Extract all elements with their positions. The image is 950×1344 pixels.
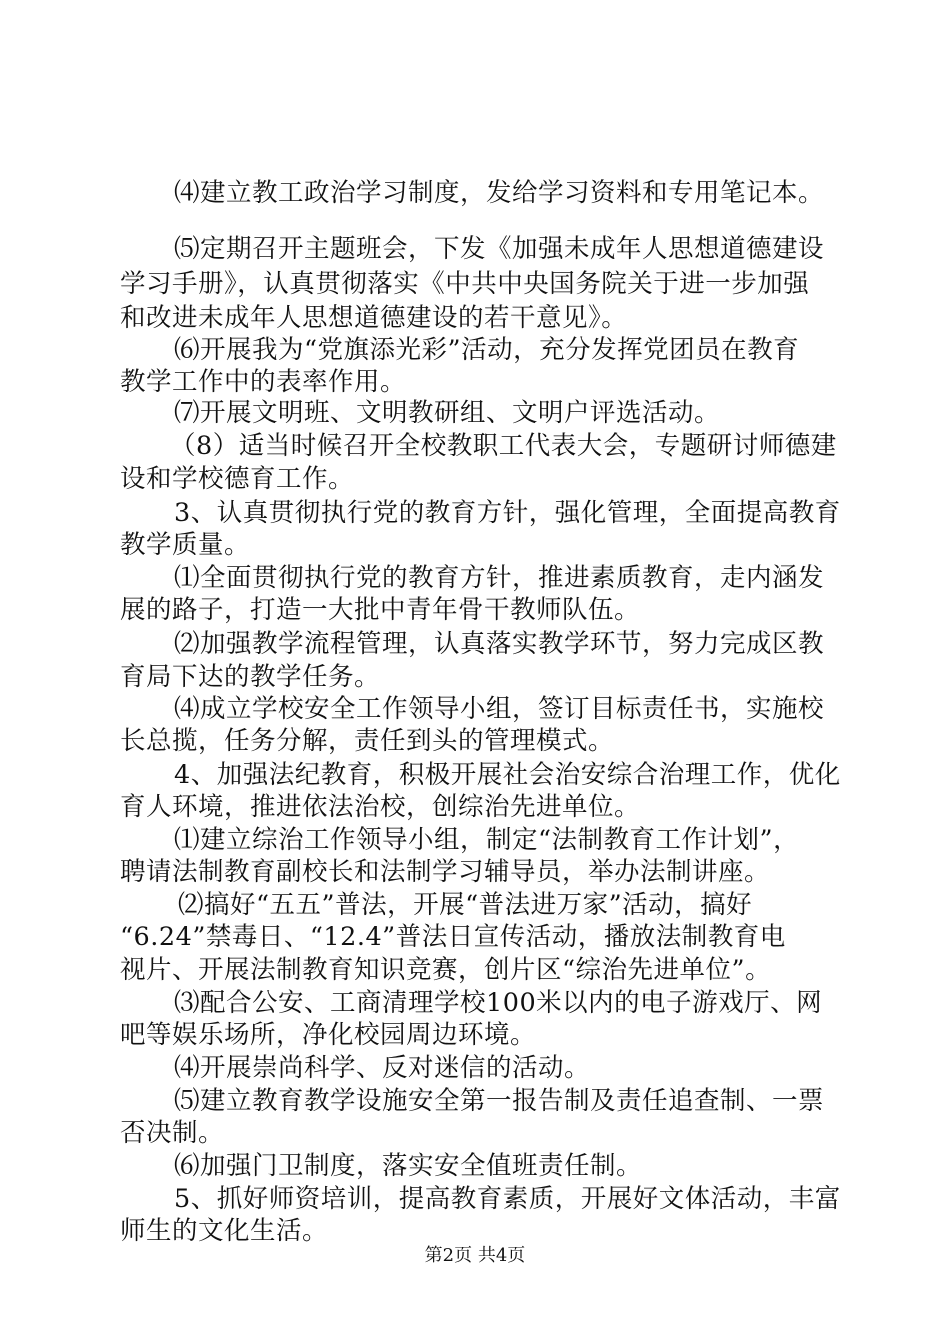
text-line: ⑵加强教学流程管理，认真落实教学环节，努力完成区教 xyxy=(174,629,825,659)
text-line: ⑸建立教育教学设施安全第一报告制及责任追查制、一票 xyxy=(174,1086,825,1116)
text-line: ⑸定期召开主题班会，下发《加强未成年人思想道德建设 xyxy=(174,234,825,264)
text-line: ⑶配合公安、工商清理学校100米以内的电子游戏厅、网 xyxy=(174,988,823,1018)
text-line: 5、抓好师资培训，提高教育素质，开展好文体活动，丰富 xyxy=(174,1184,841,1214)
text-line: ⑷开展崇尚科学、反对迷信的活动。 xyxy=(174,1053,591,1083)
text-line: ⑷成立学校安全工作领导小组，签订目标责任书，实施校 xyxy=(174,694,825,724)
text-line: （8）适当时候召开全校教职工代表大会，专题研讨师德建 xyxy=(170,431,837,461)
text-line: “6.24”禁毒日、“12.4”普法日宣传活动，播放法制教育电 xyxy=(120,922,786,952)
page-number-footer: 第2页 共4页 xyxy=(424,1245,526,1266)
text-line: ⑹加强门卫制度，落实安全值班责任制。 xyxy=(174,1151,643,1181)
text-line: 聘请法制教育副校长和法制学习辅导员，举办法制讲座。 xyxy=(120,857,771,887)
text-line: 教学工作中的表率作用。 xyxy=(120,367,407,397)
text-line: ⑷建立教工政治学习制度，发给学习资料和专用笔记本。 xyxy=(174,178,825,208)
text-line: ⑵搞好“五五”普法，开展“普法进万家”活动，搞好 xyxy=(178,890,753,920)
text-line: 3、认真贯彻执行党的教育方针，强化管理，全面提高教育 xyxy=(174,498,841,528)
text-line: ⑴建立综治工作领导小组，制定“法制教育工作计划”， xyxy=(174,825,800,855)
text-line: 视片、开展法制教育知识竞赛，创片区“综治先进单位”。 xyxy=(120,955,772,985)
text-line: 学习手册》，认真贯彻落实《中共中央国务院关于进一步加强 xyxy=(120,269,810,299)
text-line: 4、加强法纪教育，积极开展社会治安综合治理工作，优化 xyxy=(174,760,841,790)
text-line: 长总揽，任务分解，责任到头的管理模式。 xyxy=(120,726,615,756)
text-line: 设和学校德育工作。 xyxy=(120,464,355,494)
text-line: ⑹开展我为“党旗添光彩”活动，充分发挥党团员在教育 xyxy=(174,335,800,365)
text-line: 育人环境，推进依法治校，创综治先进单位。 xyxy=(120,792,641,822)
text-line: ⑴全面贯彻执行党的教育方针，推进素质教育，走内涵发 xyxy=(174,563,825,593)
text-line: 展的路子，打造一大批中青年骨干教师队伍。 xyxy=(120,595,641,625)
text-line: 和改进未成年人思想道德建设的若干意见》。 xyxy=(120,303,628,333)
text-line: 吧等娱乐场所，净化校园周边环境。 xyxy=(120,1020,537,1050)
text-line: 否决制。 xyxy=(120,1118,225,1148)
text-line: 育局下达的教学任务。 xyxy=(120,662,381,692)
text-line: ⑺开展文明班、文明教研组、文明户评选活动。 xyxy=(174,398,721,428)
text-line: 师生的文化生活。 xyxy=(120,1216,329,1246)
text-line: 教学质量。 xyxy=(120,530,251,560)
